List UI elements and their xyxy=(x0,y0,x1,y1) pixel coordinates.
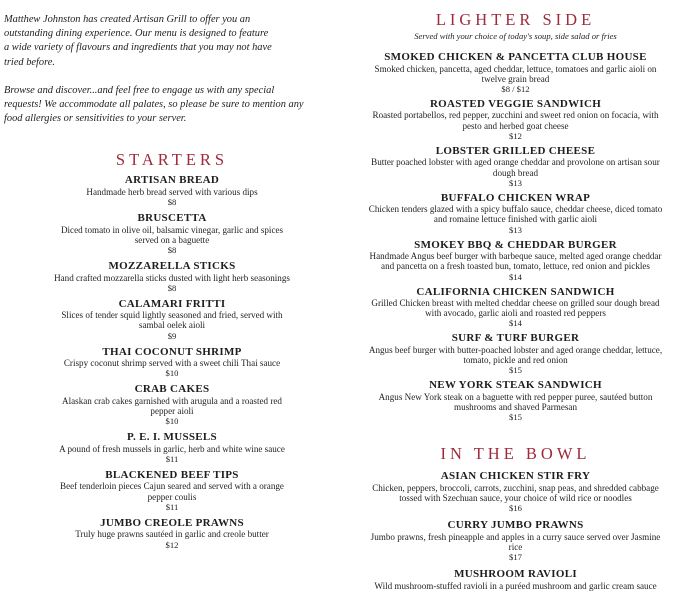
menu-item-name: CRAB CAKES xyxy=(134,383,210,396)
menu-item-description: Grilled Chicken breast with melted cheddar cheese on grilled sour dough bread with avocado, garlic aioli and roasted red peppers xyxy=(371,298,660,319)
menu-item-price: $10 xyxy=(165,416,179,427)
menu-item xyxy=(4,346,340,379)
menu-item-description: Crispy coconut shrimp served with a sweet chili Thai sauce xyxy=(63,358,281,369)
intro-paragraph-1: Matthew Johnston has created Artisan Grill to offer you an outstanding dining experience. Our menu is designed to feature a wide variety of flavours and ingredients that you may not have tried before. xyxy=(4,14,272,68)
menu-item-price: $8 xyxy=(167,282,177,293)
menu-item-name: CALIFORNIA CHICKEN SANDWICH xyxy=(416,285,615,298)
menu-item-price: $17 xyxy=(509,552,522,563)
menu-item-description: Butter poached lobster with aged orange cheddar and provolone on artisan sour dough bread xyxy=(371,157,660,178)
in-the-bowl-list xyxy=(348,470,683,591)
menu-item-name: ASIAN CHICKEN STIR FRY xyxy=(440,470,591,483)
menu-item xyxy=(4,260,340,293)
lighter-side-list xyxy=(348,51,683,422)
menu-item-name: SMOKED CHICKEN & PANCETTA CLUB HOUSE xyxy=(384,51,647,63)
menu-item-description: Angus New York steak on a baguette with red pepper puree, sautéed button mushrooms and shaved Parmesan xyxy=(378,391,653,413)
menu-item-description: Chicken tenders glazed with a spicy buffalo sauce, cheddar cheese, diced tomato and romaine lettuce finished with garlic aioli xyxy=(368,204,663,225)
menu-item-price: $9 xyxy=(167,330,177,341)
menu-item xyxy=(348,145,683,188)
menu-item-description: Jumbo prawns, fresh pineapple and apples in a curry sauce served over Jasmine rice xyxy=(370,531,661,552)
lighter-side-subtitle: Served with your choice of today's soup, side salad or fries xyxy=(414,31,617,41)
menu-item xyxy=(348,519,683,562)
menu-item-price: $11 xyxy=(165,453,179,464)
menu-item xyxy=(348,470,683,513)
section-title-starters: STARTERS xyxy=(115,150,229,170)
menu-item-name: SURF & TURF BURGER xyxy=(451,332,580,345)
menu-item-description: Truly huge prawns sautéed in garlic and creole butter xyxy=(75,529,269,540)
menu-item xyxy=(348,98,683,141)
intro-paragraph-2: Browse and discover...and feel free to engage us with any special requests! We accommodate all palates, so please be sure to mention any food allergies or sensitivities to your server. xyxy=(4,84,304,125)
menu-item-price: $8 / $12 xyxy=(501,83,530,94)
menu-item xyxy=(348,192,683,235)
menu-item-description: Diced tomato in olive oil, balsamic vinegar, garlic and spices served on a baguette xyxy=(60,224,284,245)
menu-item-description: Hand crafted mozzarella sticks dusted with light herb seasonings xyxy=(54,272,290,283)
menu-item-name: JUMBO CREOLE PRAWNS xyxy=(100,516,244,529)
menu-item xyxy=(348,286,683,329)
menu-item xyxy=(4,298,340,341)
menu-item-name: BUFFALO CHICKEN WRAP xyxy=(440,191,591,204)
starters-list xyxy=(4,174,340,549)
menu-item xyxy=(4,383,340,426)
menu-item-name: NEW YORK STEAK SANDWICH xyxy=(429,379,602,392)
menu-item xyxy=(348,239,683,282)
menu-item-description: A pound of fresh mussels in garlic, herb and white wine sauce xyxy=(59,443,285,454)
menu-item xyxy=(4,517,340,550)
menu-item-description: Angus beef burger with butter-poached lobster and aged orange cheddar, lettuce, tomato, pickle and red onion xyxy=(368,344,663,366)
menu-item-description: Smoked chicken, pancetta, aged cheddar, lettuce, tomatoes and garlic aioli on twelve grain bread xyxy=(374,63,657,84)
menu-item-description: Slices of tender squid lightly seasoned and fried, served with sambal oelek aioli xyxy=(61,310,283,331)
menu-item-description: Chicken, peppers, broccoli, carrots, zucchini, snap peas, and shredded cabbage tossed with Szechuan sauce, your choice of wild rice or noodles xyxy=(372,482,659,503)
menu-item-name: P. E. I. MUSSELS xyxy=(127,431,217,444)
menu-item-description: Handmade herb bread served with various dips xyxy=(86,186,258,197)
menu-item-name: MUSHROOM RAVIOLI xyxy=(454,568,577,581)
menu-item-name: SMOKEY BBQ & CHEDDAR BURGER xyxy=(414,238,617,251)
menu-item-name: LOBSTER GRILLED CHEESE xyxy=(435,144,596,157)
menu-item-price: $15 xyxy=(509,412,522,423)
intro-text xyxy=(4,0,340,126)
menu-item-price: $10 xyxy=(165,368,179,379)
menu-item-price: $16 xyxy=(509,503,522,514)
left-column xyxy=(4,0,340,550)
right-column xyxy=(348,0,683,591)
menu-item-price: $11 xyxy=(165,501,179,512)
menu-item xyxy=(348,51,683,94)
menu-item-name: CURRY JUMBO PRAWNS xyxy=(447,519,584,532)
menu-item-description: Roasted portabellos, red pepper, zucchini and sweet red onion on focacia, with pesto and herbed goat cheese xyxy=(372,110,659,131)
menu-item-price: $8 xyxy=(167,245,177,256)
menu-item-description: Alaskan crab cakes garnished with arugula and a roasted red pepper aioli xyxy=(62,395,282,417)
menu-item xyxy=(348,379,683,422)
menu-item-price: $12 xyxy=(165,539,179,550)
menu-item-price: $13 xyxy=(509,224,522,235)
menu-item xyxy=(4,469,340,512)
menu-item xyxy=(4,212,340,255)
menu-item-price: $13 xyxy=(509,177,522,188)
menu-item xyxy=(348,332,683,375)
section-title-lighter-side: LIGHTER SIDE xyxy=(435,10,596,29)
menu-item-description: Beef tenderloin pieces Cajun seared and served with a orange pepper coulis xyxy=(60,481,284,502)
menu-item-price: $12 xyxy=(509,130,522,141)
menu-item-price: $15 xyxy=(509,365,522,376)
menu-item-name: BRUSCETTA xyxy=(137,212,207,225)
menu-item-price: $14 xyxy=(509,271,522,282)
menu-item-price: $8 xyxy=(167,197,177,208)
menu-item-name: MOZZARELLA STICKS xyxy=(108,260,236,273)
menu-item xyxy=(348,568,683,591)
menu-item-name: ROASTED VEGGIE SANDWICH xyxy=(429,97,602,110)
menu-item-name: THAI COCONUT SHRIMP xyxy=(102,345,242,358)
menu-item-name: BLACKENED BEEF TIPS xyxy=(105,468,239,481)
menu-item-description: Wild mushroom-stuffed ravioli in a puréed mushroom and garlic cream sauce xyxy=(374,580,657,591)
menu-item xyxy=(4,174,340,207)
menu-item-price: $14 xyxy=(509,318,522,329)
menu-item-name: ARTISAN BREAD xyxy=(124,174,220,187)
menu-item-name: CALAMARI FRITTI xyxy=(118,297,226,310)
menu-item xyxy=(4,431,340,464)
section-title-in-the-bowl: IN THE BOWL xyxy=(440,444,591,464)
menu-item-description: Handmade Angus beef burger with barbeque sauce, melted aged orange cheddar and pancetta on a fresh toasted bun, tomato, lettuce, red onion and pickles xyxy=(369,251,662,272)
